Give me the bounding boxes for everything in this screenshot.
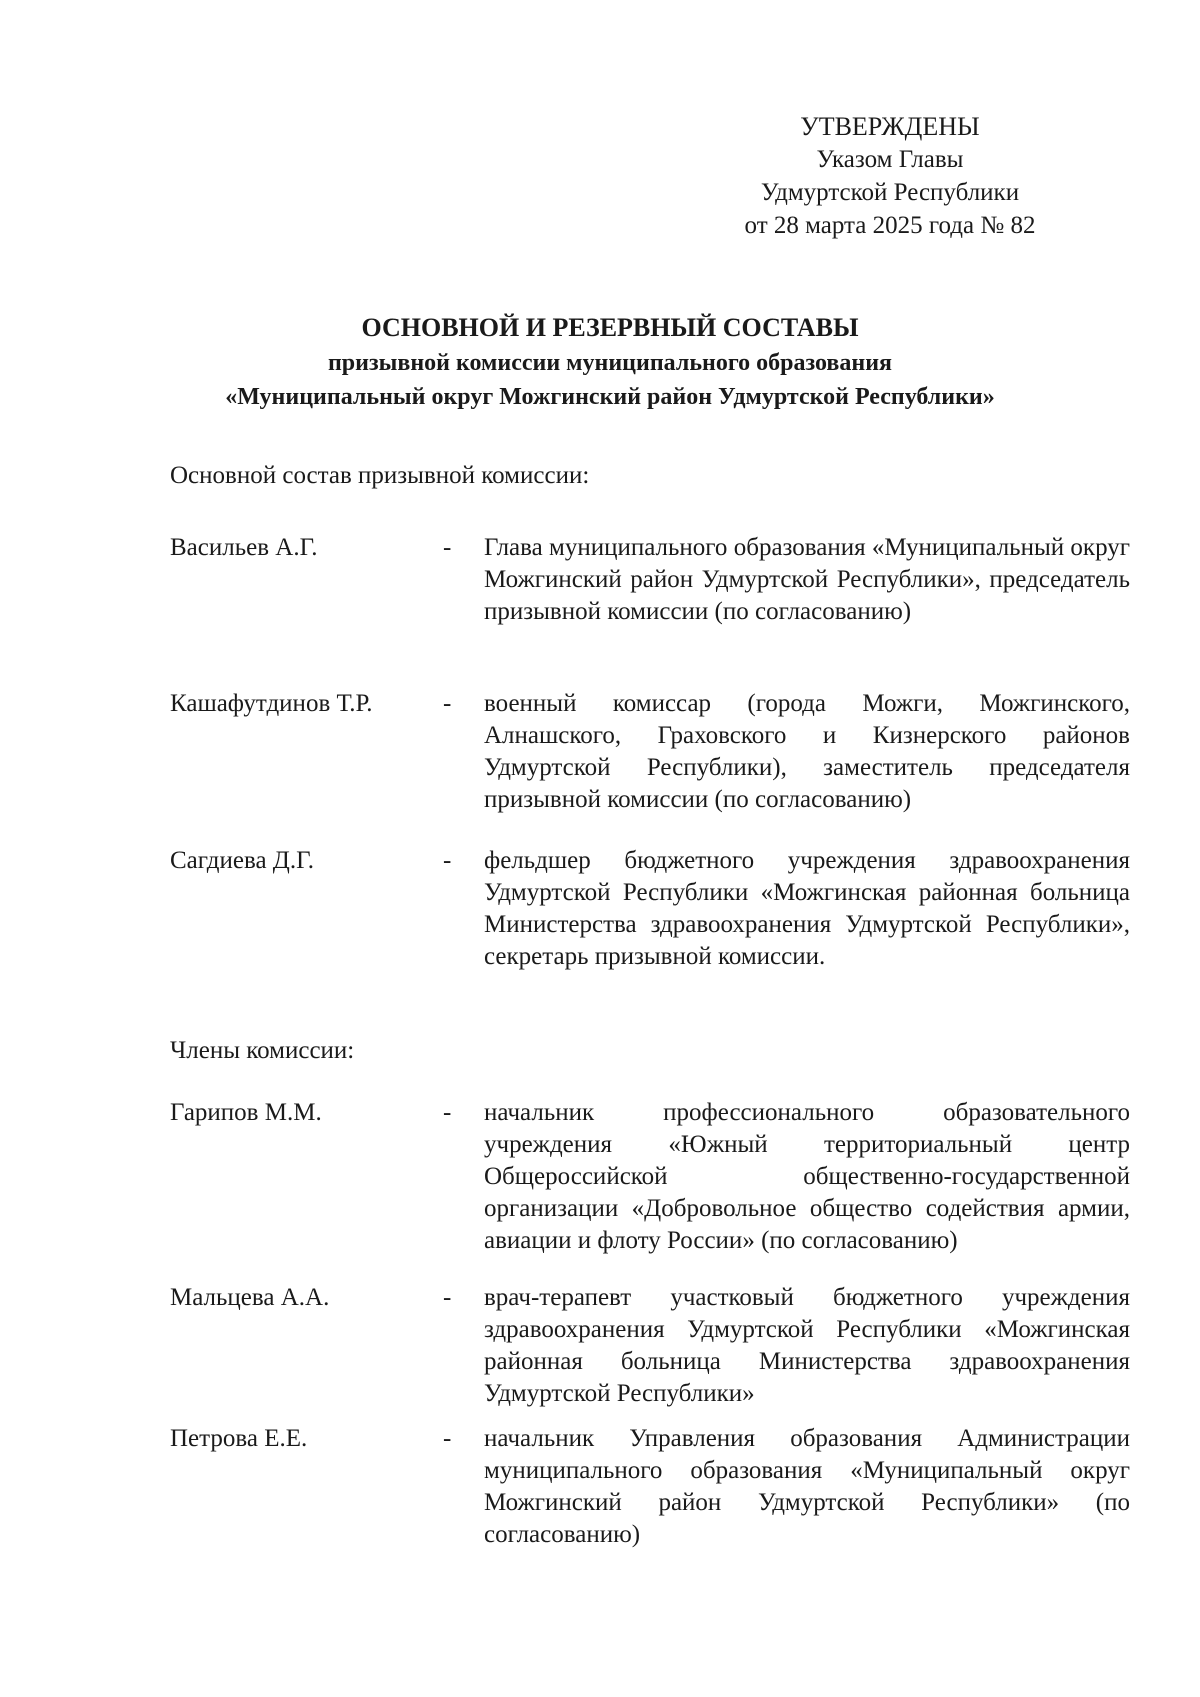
member-description: фельдшер бюджетного учреждения здравоохранения Удмуртской Республики «Можгинская районная больница Министерства здравоохранения Удмуртской Республики», секретарь призывной комиссии.	[484, 847, 1130, 970]
title-line-3: «Муниципальный округ Можгинский район Удмуртской Республики»	[225, 384, 995, 410]
member-dash: -	[443, 534, 452, 561]
member-name: Васильев А.Г.	[170, 534, 318, 561]
member-name: Гарипов М.М.	[170, 1099, 322, 1126]
member-name: Кашафутдинов Т.Р.	[170, 690, 373, 717]
title-line-2: призывной комиссии муниципального образования	[327, 350, 893, 376]
member-name: Сагдиева Д.Г.	[170, 847, 314, 874]
member-name: Мальцева А.А.	[170, 1284, 330, 1311]
member-dash: -	[443, 1099, 452, 1126]
document-title	[120, 310, 1100, 414]
member-description: начальник профессионального образовательного учреждения «Южный территориальный центр Общероссийской общественно-государственной организации «Добровольное общество содействия армии, авиации и флоту России» (по согласованию)	[484, 1099, 1130, 1254]
approval-line-decree: Указом Главы	[816, 146, 964, 173]
main-section-heading: Основной состав призывной комиссии:	[170, 462, 590, 489]
member-description: Глава муниципального образования «Муниципальный округ Можгинский район Удмуртской Республики», председатель призывной комиссии (по согласованию)	[484, 534, 1130, 625]
member-dash: -	[443, 690, 452, 717]
approval-line-republic: Удмуртской Республики	[760, 179, 1020, 206]
member-description: врач-терапевт участковый бюджетного учреждения здравоохранения Удмуртской Республики «Можгинская районная больница Министерства здравоохранения Удмуртской Республики»	[484, 1284, 1130, 1407]
members-section-heading: Члены комиссии:	[170, 1037, 355, 1064]
member-dash: -	[443, 1284, 452, 1311]
member-dash: -	[443, 1425, 452, 1452]
approval-line-date: от 28 марта 2025 года № 82	[744, 212, 1036, 239]
approval-block	[690, 110, 1090, 242]
member-name: Петрова Е.Е.	[170, 1425, 308, 1452]
member-dash: -	[443, 847, 452, 874]
member-description: начальник Управления образования Администрации муниципального образования «Муниципальный округ Можгинский район Удмуртской Республики» (по согласованию)	[484, 1425, 1130, 1548]
title-line-1: ОСНОВНОЙ И РЕЗЕРВНЫЙ СОСТАВЫ	[361, 313, 859, 342]
member-description: военный комиссар (города Можги, Можгинского, Алнашского, Граховского и Кизнерского районов Удмуртской Республики), заместитель председателя призывной комиссии (по согласованию)	[484, 690, 1130, 813]
approval-heading: УТВЕРЖДЕНЫ	[800, 112, 980, 141]
